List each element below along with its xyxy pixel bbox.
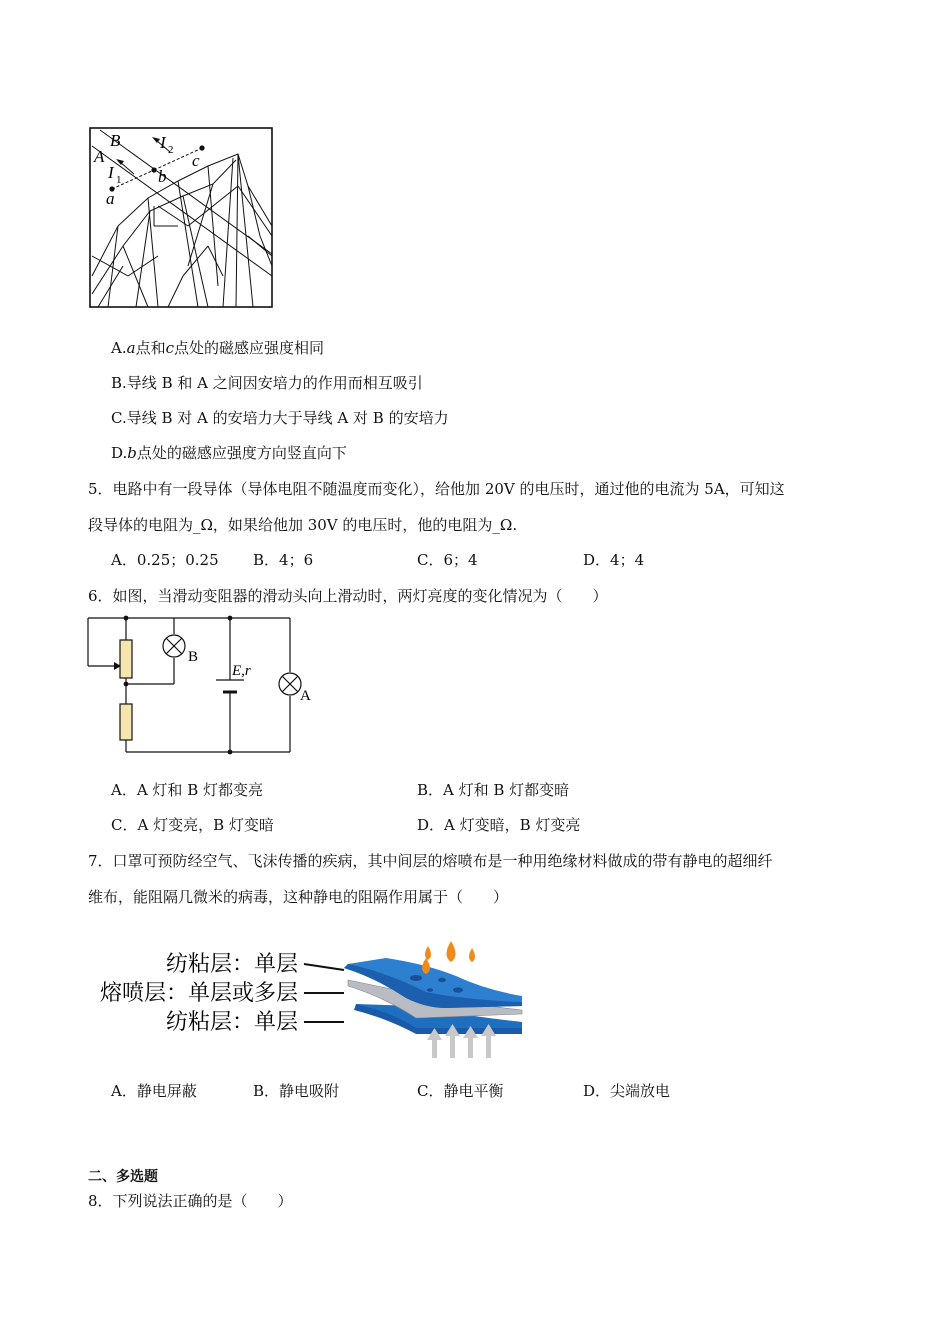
section-heading: 二、多选题 [88, 1169, 158, 1185]
q4-option-a: A.a点和c点处的磁感应强度相同 [111, 339, 324, 357]
label-A: A [94, 147, 105, 166]
q5-option-a: A．0.25；0.25 [111, 551, 219, 569]
layer-label-middle: 熔喷层：单层或多层 [99, 980, 298, 1005]
q6-option-c: C．A 灯变亮，B 灯变暗 [111, 816, 274, 834]
layer-label-bottom: 纺粘层：单层 [165, 1009, 298, 1034]
lamp-b-label: B [188, 649, 199, 665]
label-a: a [106, 189, 115, 208]
battery-label: E,r [232, 663, 251, 679]
label-I1-sub: 1 [116, 174, 122, 186]
q4-option-c: C.导线 B 对 A 的安培力大于导线 A 对 B 的安培力 [111, 409, 449, 427]
q4-option-b: B.导线 B 和 A 之间因安培力的作用而相互吸引 [111, 374, 423, 392]
q8-stem: 8．下列说法正确的是（ ） [88, 1192, 293, 1210]
q5-option-b: B．4；6 [253, 551, 314, 569]
power-line-figure [88, 126, 274, 309]
q6-stem: 6．如图，当滑动变阻器的滑动头向上滑动时，两灯亮度的变化情况为（ ） [88, 587, 608, 605]
q6-option-a: A．A 灯和 B 灯都变亮 [111, 781, 263, 799]
q7-stem-line1: 7．口罩可预防经空气、飞沫传播的疾病，其中间层的熔喷布是一种用绝缘材料做成的带有静电的超细纤 [88, 852, 773, 870]
label-I1: I [108, 163, 114, 182]
q7-stem-line2: 维布，能阻隔几微米的病毒，这种静电的阻隔作用属于（ ） [88, 888, 509, 906]
label-B: B [110, 131, 121, 150]
label-b: b [158, 167, 167, 186]
q6-option-b: B．A 灯和 B 灯都变暗 [417, 781, 570, 799]
circuit-diagram [84, 612, 324, 760]
label-I2: I [160, 133, 166, 152]
q5-option-d: D．4；4 [583, 551, 645, 569]
q5-stem-line2: 段导体的电阻为_Ω，如果给他加 30V 的电压时，他的电阻为_Ω. [88, 516, 518, 534]
q7-option-d: D．尖端放电 [583, 1082, 671, 1100]
q7-option-c: C．静电平衡 [417, 1082, 504, 1100]
mask-layers-figure [86, 938, 530, 1062]
q6-option-d: D．A 灯变暗，B 灯变亮 [417, 816, 581, 834]
layer-label-top: 纺粘层：单层 [165, 951, 298, 976]
lamp-a-label: A [300, 688, 311, 704]
q5-option-c: C．6；4 [417, 551, 478, 569]
q4-option-d: D.b点处的磁感应强度方向竖直向下 [111, 444, 347, 462]
q7-option-b: B．静电吸附 [253, 1082, 340, 1100]
label-c: c [192, 151, 200, 170]
label-I2-sub: 2 [168, 144, 174, 156]
q7-option-a: A．静电屏蔽 [111, 1082, 197, 1100]
q5-stem-line1: 5．电路中有一段导体（导体电阻不随温度而变化），给他加 20V 的电压时，通过他的电流为 5A，可知这 [88, 480, 785, 498]
